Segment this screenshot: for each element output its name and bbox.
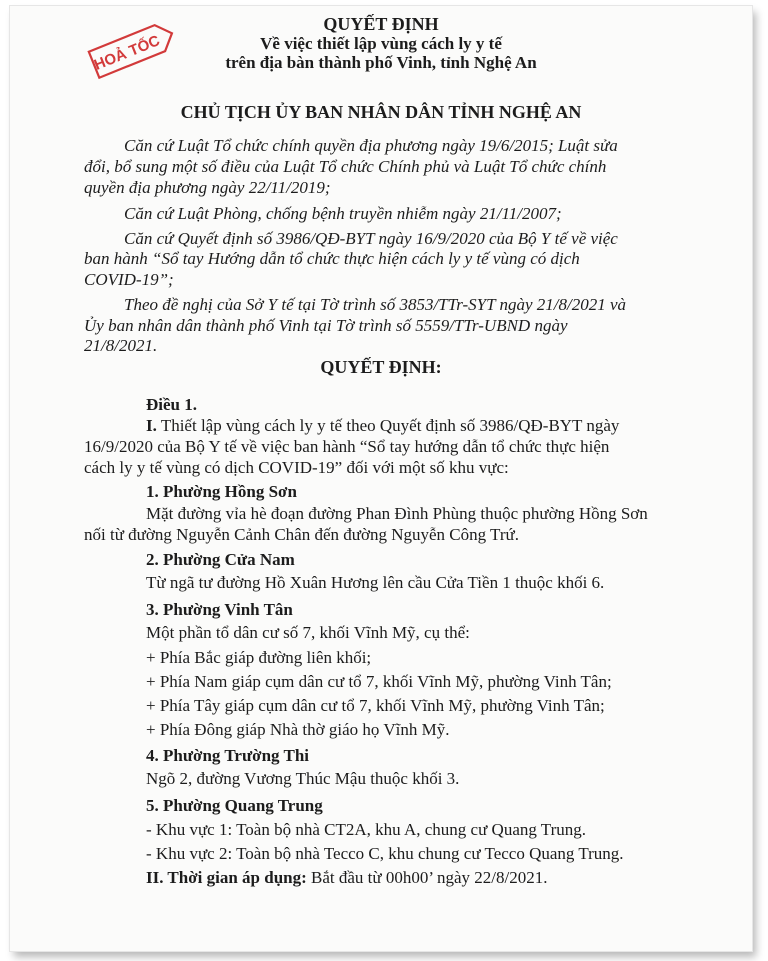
preamble-line: COVID-19”;	[84, 270, 174, 289]
preamble-line: 21/8/2021.	[84, 336, 158, 355]
ward-heading-vinh-tan: 3. Phường Vinh Tân	[146, 600, 293, 619]
ward-detail: nối từ đường Nguyễn Cảnh Chân đến đường Nguyễn Công Trứ.	[84, 525, 519, 544]
section-1-text: Thiết lập vùng cách ly y tế theo Quyết định số 3986/QĐ-BYT ngày	[160, 416, 620, 435]
document-page	[10, 6, 752, 951]
ward-detail: Từ ngã tư đường Hồ Xuân Hương lên cầu Cửa Tiền 1 thuộc khối 6.	[146, 573, 605, 592]
decision-heading: QUYẾT ĐỊNH:	[320, 357, 442, 377]
section-2-label: II. Thời gian áp dụng:	[146, 868, 307, 887]
ward-detail: - Khu vực 1: Toàn bộ nhà CT2A, khu A, chung cư Quang Trung.	[146, 820, 587, 839]
document-title: QUYẾT ĐỊNH	[323, 14, 439, 34]
preamble-line: quyền địa phương ngày 22/11/2019;	[84, 178, 331, 197]
ward-detail: Một phần tổ dân cư số 7, khối Vĩnh Mỹ, cụ thể:	[146, 623, 470, 642]
subtitle-line-1: Về việc thiết lập vùng cách ly y tế	[260, 34, 502, 53]
ward-detail: Mặt đường vỉa hè đoạn đường Phan Đình Phùng thuộc phường Hồng Sơn	[146, 504, 648, 523]
preamble-line: Theo đề nghị của Sở Y tế tại Tờ trình số 3853/TTr-SYT ngày 21/8/2021 và	[124, 295, 627, 314]
preamble-line: ban hành “Sổ tay Hướng dẫn tổ chức thực hiện cách ly y tế vùng có dịch	[84, 249, 580, 268]
section-1-line: cách ly y tế vùng có dịch COVID-19” đối với một số khu vực:	[84, 458, 509, 477]
ward-heading-quang-trung: 5. Phường Quang Trung	[146, 796, 323, 815]
section-1-first-line	[146, 416, 619, 436]
article-heading: Điều 1.	[146, 395, 197, 414]
ward-detail: + Phía Tây giáp cụm dân cư tổ 7, khối Vĩnh Mỹ, phường Vinh Tân;	[146, 696, 605, 715]
preamble-line: Căn cứ Luật Tổ chức chính quyền địa phương ngày 19/6/2015; Luật sửa	[124, 136, 618, 155]
authority-heading: CHỦ TỊCH ỦY BAN NHÂN DÂN TỈNH NGHỆ AN	[180, 102, 582, 122]
svg-text:HOẢ TỐC: HOẢ TỐC	[91, 32, 163, 74]
ward-detail: + Phía Nam giáp cụm dân cư tổ 7, khối Vĩnh Mỹ, phường Vinh Tân;	[146, 672, 612, 691]
subtitle-line-2: trên địa bàn thành phố Vinh, tỉnh Nghệ An	[225, 53, 537, 72]
ward-heading-truong-thi: 4. Phường Trường Thi	[146, 746, 310, 765]
preamble-line: Căn cứ Luật Phòng, chống bệnh truyền nhiễm ngày 21/11/2007;	[124, 204, 562, 223]
section-2	[146, 868, 548, 888]
preamble-line: Ủy ban nhân dân thành phố Vinh tại Tờ trình số 5559/TTr-UBND ngày	[84, 316, 568, 335]
ward-detail: - Khu vực 2: Toàn bộ nhà Tecco C, khu chung cư Tecco Quang Trung.	[146, 844, 624, 863]
ward-detail: + Phía Bắc giáp đường liên khối;	[146, 648, 372, 667]
ward-heading-cua-nam: 2. Phường Cửa Nam	[146, 550, 295, 569]
ward-detail: Ngõ 2, đường Vương Thúc Mậu thuộc khối 3.	[146, 769, 460, 788]
preamble-line: đổi, bổ sung một số điều của Luật Tổ chức Chính phủ và Luật Tổ chức chính	[84, 157, 607, 176]
ward-heading-hong-son: 1. Phường Hồng Sơn	[146, 482, 297, 501]
preamble-line: Căn cứ Quyết định số 3986/QĐ-BYT ngày 16/9/2020 của Bộ Y tế về việc	[124, 229, 618, 248]
section-1-line: 16/9/2020 của Bộ Y tế về việc ban hành “Sổ tay hướng dẫn tổ chức thực hiện	[84, 437, 610, 456]
section-1-label: I.	[146, 416, 157, 435]
ward-detail: + Phía Đông giáp Nhà thờ giáo họ Vĩnh Mỹ.	[146, 720, 450, 739]
section-2-text: Bắt đầu từ 00h00’ ngày 22/8/2021.	[311, 868, 548, 887]
